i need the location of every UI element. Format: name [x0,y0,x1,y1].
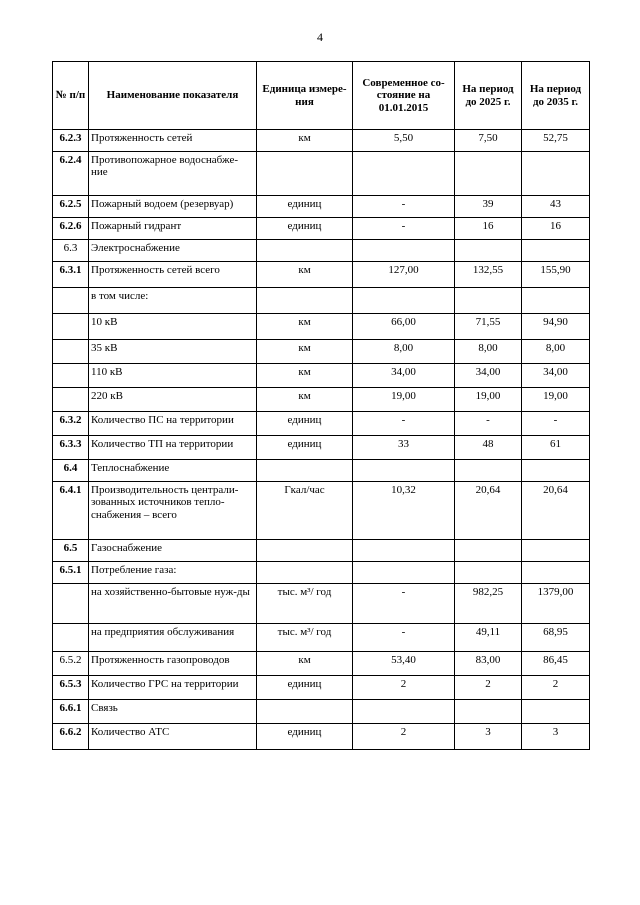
row-period-2035-cell: 19,00 [522,388,590,412]
row-number-cell: 6.2.3 [53,130,89,152]
row-indicator-name-cell: Количество ПС на территории [89,412,257,436]
row-period-2025-cell: 7,50 [455,130,522,152]
row-number-cell [53,340,89,364]
row-unit-cell: единиц [257,436,353,460]
table-row [53,482,590,540]
row-indicator-name-cell: 110 кВ [89,364,257,388]
row-indicator-name-cell: Протяженность сетей [89,130,257,152]
row-current-state-cell: 34,00 [353,364,455,388]
table-row [53,152,590,196]
row-number-cell: 6.3.1 [53,262,89,288]
row-number-cell: 6.5.3 [53,676,89,700]
row-indicator-name-cell: 10 кВ [89,314,257,340]
row-unit-cell: км [257,340,353,364]
row-period-2035-cell [522,152,590,196]
row-indicator-name-cell: Потребление газа: [89,562,257,584]
row-number-cell [53,584,89,624]
row-unit-cell [257,460,353,482]
row-current-state-cell [353,700,455,724]
row-number-cell [53,288,89,314]
row-indicator-name-cell: на предприятия обслуживания [89,624,257,652]
table-row [53,652,590,676]
row-period-2035-cell [522,288,590,314]
table-row [53,412,590,436]
row-current-state-cell: - [353,624,455,652]
row-indicator-name-cell: Газоснабжение [89,540,257,562]
row-current-state-cell [353,460,455,482]
row-period-2035-cell: 3 [522,724,590,750]
row-indicator-name-cell: Связь [89,700,257,724]
row-unit-cell: единиц [257,676,353,700]
row-unit-cell [257,540,353,562]
row-unit-cell [257,700,353,724]
row-period-2025-cell [455,700,522,724]
row-period-2035-cell: 86,45 [522,652,590,676]
row-number-cell: 6.3.3 [53,436,89,460]
table-row [53,436,590,460]
row-number-cell: 6.3 [53,240,89,262]
row-period-2025-cell: 71,55 [455,314,522,340]
header-indicator-name: Наименование показателя [89,62,257,130]
row-number-cell: 6.4.1 [53,482,89,540]
table-row [53,218,590,240]
row-current-state-cell: 127,00 [353,262,455,288]
row-period-2025-cell: 20,64 [455,482,522,540]
table-row [53,130,590,152]
row-unit-cell [257,288,353,314]
row-indicator-name-cell: Пожарный водоем (резервуар) [89,196,257,218]
row-period-2035-cell [522,562,590,584]
row-number-cell: 6.2.6 [53,218,89,240]
row-period-2035-cell [522,700,590,724]
row-unit-cell [257,562,353,584]
row-current-state-cell: 2 [353,724,455,750]
table-row [53,724,590,750]
row-unit-cell: единиц [257,724,353,750]
table-row [53,262,590,288]
row-period-2025-cell [455,562,522,584]
row-current-state-cell [353,540,455,562]
row-unit-cell: км [257,130,353,152]
indicators-table [52,61,590,750]
row-period-2025-cell: 19,00 [455,388,522,412]
row-indicator-name-cell: Количество ГРС на территории [89,676,257,700]
row-period-2025-cell: 16 [455,218,522,240]
row-period-2025-cell: 3 [455,724,522,750]
header-unit: Единица измере-ния [257,62,353,130]
row-indicator-name-cell: Производительность централи-зованных источников тепло-снабжения – всего [89,482,257,540]
row-unit-cell [257,152,353,196]
row-period-2035-cell: 1379,00 [522,584,590,624]
row-period-2035-cell: 34,00 [522,364,590,388]
row-period-2035-cell: 155,90 [522,262,590,288]
row-number-cell: 6.6.2 [53,724,89,750]
table-row [53,314,590,340]
row-indicator-name-cell: Теплоснабжение [89,460,257,482]
row-period-2025-cell: 2 [455,676,522,700]
row-period-2025-cell: 982,25 [455,584,522,624]
row-period-2035-cell: 52,75 [522,130,590,152]
row-number-cell: 6.5.1 [53,562,89,584]
row-number-cell: 6.5.2 [53,652,89,676]
row-unit-cell: Гкал/час [257,482,353,540]
row-current-state-cell: 10,32 [353,482,455,540]
row-period-2035-cell [522,540,590,562]
table-row [53,460,590,482]
row-unit-cell: тыс. м³/ год [257,624,353,652]
row-number-cell [53,388,89,412]
row-unit-cell: км [257,388,353,412]
row-current-state-cell: 53,40 [353,652,455,676]
table-row [53,340,590,364]
row-period-2035-cell: 68,95 [522,624,590,652]
table-row [53,562,590,584]
table-row [53,364,590,388]
row-period-2035-cell: 94,90 [522,314,590,340]
row-unit-cell: тыс. м³/ год [257,584,353,624]
row-indicator-name-cell: Противопожарное водоснабже-ние [89,152,257,196]
row-period-2035-cell: 8,00 [522,340,590,364]
page-number: 4 [317,30,323,44]
header-number: № п/п [53,62,89,130]
row-current-state-cell [353,288,455,314]
row-current-state-cell: 66,00 [353,314,455,340]
row-period-2025-cell: 83,00 [455,652,522,676]
row-indicator-name-cell: Протяженность сетей всего [89,262,257,288]
row-indicator-name-cell: 220 кВ [89,388,257,412]
row-unit-cell: единиц [257,196,353,218]
row-indicator-name-cell: 35 кВ [89,340,257,364]
table-header-row [53,62,590,130]
row-number-cell: 6.6.1 [53,700,89,724]
header-period-2035: На период до 2035 г. [522,62,590,130]
table-row [53,540,590,562]
row-number-cell: 6.4 [53,460,89,482]
row-current-state-cell: - [353,584,455,624]
row-unit-cell: км [257,314,353,340]
row-indicator-name-cell: Протяженность газопроводов [89,652,257,676]
row-current-state-cell [353,152,455,196]
table-row [53,624,590,652]
table-row [53,288,590,314]
row-indicator-name-cell: в том числе: [89,288,257,314]
row-period-2025-cell: 49,11 [455,624,522,652]
row-period-2035-cell: 43 [522,196,590,218]
table-row [53,700,590,724]
row-period-2035-cell: - [522,412,590,436]
row-period-2035-cell [522,460,590,482]
row-period-2025-cell [455,240,522,262]
row-unit-cell: км [257,652,353,676]
row-unit-cell [257,240,353,262]
row-period-2035-cell: 2 [522,676,590,700]
row-unit-cell: км [257,262,353,288]
row-current-state-cell: 8,00 [353,340,455,364]
table-row [53,388,590,412]
row-current-state-cell: - [353,196,455,218]
row-indicator-name-cell: Пожарный гидрант [89,218,257,240]
row-number-cell: 6.3.2 [53,412,89,436]
row-period-2025-cell: 39 [455,196,522,218]
row-period-2025-cell: - [455,412,522,436]
row-indicator-name-cell: Количество ТП на территории [89,436,257,460]
row-unit-cell: км [257,364,353,388]
row-current-state-cell: - [353,412,455,436]
row-current-state-cell: - [353,218,455,240]
row-period-2025-cell [455,288,522,314]
header-current-state: Современное со-стояние на 01.01.2015 [353,62,455,130]
row-current-state-cell [353,240,455,262]
row-number-cell: 6.5 [53,540,89,562]
row-number-cell: 6.2.5 [53,196,89,218]
header-period-2025: На период до 2025 г. [455,62,522,130]
row-period-2025-cell: 48 [455,436,522,460]
row-number-cell [53,314,89,340]
row-period-2025-cell: 34,00 [455,364,522,388]
row-period-2035-cell [522,240,590,262]
row-current-state-cell: 5,50 [353,130,455,152]
row-number-cell [53,624,89,652]
row-indicator-name-cell: на хозяйственно-бытовые нуж-ды [89,584,257,624]
row-indicator-name-cell: Электроснабжение [89,240,257,262]
row-period-2025-cell: 8,00 [455,340,522,364]
table-row [53,584,590,624]
row-period-2035-cell: 61 [522,436,590,460]
row-number-cell [53,364,89,388]
row-unit-cell: единиц [257,218,353,240]
row-number-cell: 6.2.4 [53,152,89,196]
row-current-state-cell: 2 [353,676,455,700]
row-unit-cell: единиц [257,412,353,436]
row-period-2035-cell: 20,64 [522,482,590,540]
row-period-2025-cell: 132,55 [455,262,522,288]
row-period-2025-cell [455,460,522,482]
row-period-2035-cell: 16 [522,218,590,240]
table-row [53,196,590,218]
table-row [53,676,590,700]
row-current-state-cell: 19,00 [353,388,455,412]
table-row [53,240,590,262]
row-indicator-name-cell: Количество АТС [89,724,257,750]
row-period-2025-cell [455,540,522,562]
row-current-state-cell [353,562,455,584]
row-current-state-cell: 33 [353,436,455,460]
row-period-2025-cell [455,152,522,196]
table-body [53,130,590,750]
